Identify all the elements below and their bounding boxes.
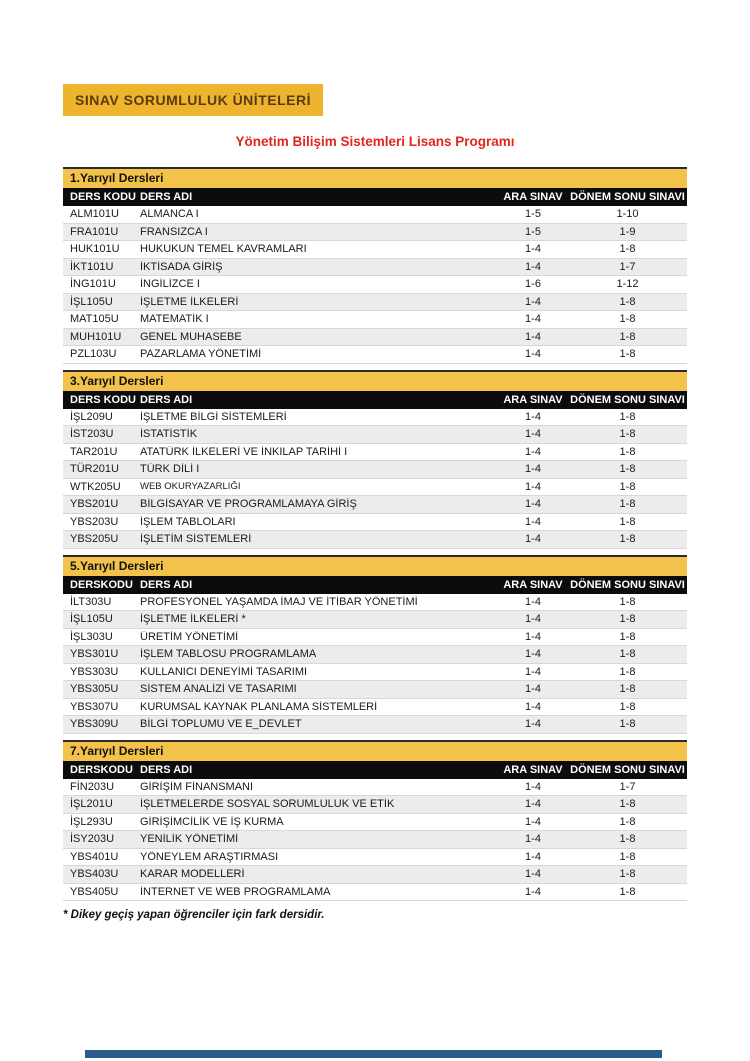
course-name-column-header: DERS ADI bbox=[140, 393, 193, 406]
course-name-cell: YÖNEYLEM ARAŞTIRMASI bbox=[140, 850, 279, 863]
course-code-cell: ALM101U bbox=[70, 208, 119, 221]
course-code-cell: İST203U bbox=[70, 428, 114, 441]
donem-sonu-cell: 1-12 bbox=[616, 278, 639, 291]
ara-sinav-column-header: ARA SINAV bbox=[503, 578, 563, 591]
donem-sonu-cell: 1-8 bbox=[619, 630, 636, 643]
donem-sonu-column-header: DÖNEM SONU SINAVI bbox=[570, 393, 685, 406]
donem-sonu-cell: 1-8 bbox=[619, 718, 636, 731]
semester-table-section bbox=[63, 740, 687, 902]
course-code-cell: İŞL209U bbox=[70, 410, 113, 423]
course-name-cell: FRANSIZCA I bbox=[140, 225, 208, 238]
course-code-column-header: DERS KODU bbox=[70, 393, 137, 406]
semester-table-section bbox=[63, 555, 687, 734]
table-row bbox=[63, 814, 687, 832]
course-code-cell: HUK101U bbox=[70, 243, 120, 256]
course-code-cell: YBS201U bbox=[70, 498, 119, 511]
ara-sinav-cell: 1-4 bbox=[525, 348, 541, 361]
ara-sinav-cell: 1-4 bbox=[525, 243, 541, 256]
table-row bbox=[63, 259, 687, 277]
course-name-cell: ATATÜRK İLKELERİ VE İNKILAP TARİHİ I bbox=[140, 445, 348, 458]
course-code-cell: MUH101U bbox=[70, 330, 122, 343]
course-code-cell: YBS403U bbox=[70, 868, 119, 881]
course-code-cell: İNG101U bbox=[70, 278, 116, 291]
table-row bbox=[63, 276, 687, 294]
table-row bbox=[63, 514, 687, 532]
ara-sinav-cell: 1-4 bbox=[525, 850, 541, 863]
course-name-cell: İŞLETME İLKELERİ * bbox=[140, 613, 246, 626]
donem-sonu-cell: 1-8 bbox=[619, 700, 636, 713]
course-code-cell: FİN203U bbox=[70, 780, 115, 793]
donem-sonu-cell: 1-8 bbox=[619, 295, 636, 308]
course-name-cell: BİLGİSAYAR VE PROGRAMLAMAYA GİRİŞ bbox=[140, 498, 357, 511]
donem-sonu-cell: 1-7 bbox=[619, 780, 636, 793]
course-code-cell: YBS205U bbox=[70, 533, 119, 546]
donem-sonu-cell: 1-8 bbox=[619, 595, 636, 608]
ara-sinav-cell: 1-4 bbox=[525, 700, 541, 713]
course-name-cell: İNTERNET VE WEB PROGRAMLAMA bbox=[140, 885, 331, 898]
table-row bbox=[63, 629, 687, 647]
course-code-cell: İSY203U bbox=[70, 833, 115, 846]
course-name-cell: İSTATİSTİK bbox=[140, 428, 198, 441]
ara-sinav-cell: 1-4 bbox=[525, 798, 541, 811]
donem-sonu-cell: 1-8 bbox=[619, 613, 636, 626]
course-name-cell: PROFESYONEL YAŞAMDA İMAJ VE İTİBAR YÖNETİMİ bbox=[140, 595, 418, 608]
course-name-cell: İNGİLİZCE I bbox=[140, 278, 200, 291]
course-code-cell: FRA101U bbox=[70, 225, 119, 238]
donem-sonu-cell: 1-8 bbox=[619, 410, 636, 423]
table-row bbox=[63, 496, 687, 514]
course-name-cell: GİRİŞİMCİLİK VE İŞ KURMA bbox=[140, 815, 284, 828]
course-code-column-header: DERSKODU bbox=[70, 578, 133, 591]
donem-sonu-column-header: DÖNEM SONU SINAVI bbox=[570, 763, 685, 776]
ara-sinav-cell: 1-4 bbox=[525, 445, 541, 458]
donem-sonu-cell: 1-8 bbox=[619, 850, 636, 863]
ara-sinav-cell: 1-4 bbox=[525, 885, 541, 898]
course-name-cell: ALMANCA I bbox=[140, 208, 199, 221]
ara-sinav-cell: 1-4 bbox=[525, 833, 541, 846]
section-title: 3.Yarıyıl Dersleri bbox=[63, 370, 687, 391]
course-name-cell: ÜRETİM YÖNETİMİ bbox=[140, 630, 239, 643]
donem-sonu-cell: 1-8 bbox=[619, 330, 636, 343]
semester-table-section bbox=[63, 370, 687, 549]
donem-sonu-column-header: DÖNEM SONU SINAVI bbox=[570, 578, 685, 591]
course-code-column-header: DERS KODU bbox=[70, 191, 137, 203]
table-row bbox=[63, 206, 687, 224]
course-code-cell: YBS405U bbox=[70, 885, 119, 898]
course-name-column-header: DERS ADI bbox=[140, 578, 193, 591]
table-header-row bbox=[63, 188, 687, 206]
ara-sinav-cell: 1-4 bbox=[525, 410, 541, 423]
semester-tables bbox=[63, 167, 687, 901]
course-code-cell: YBS401U bbox=[70, 850, 119, 863]
course-name-column-header: DERS ADI bbox=[140, 191, 193, 203]
course-code-cell: TAR201U bbox=[70, 445, 118, 458]
ara-sinav-cell: 1-4 bbox=[525, 498, 541, 511]
donem-sonu-cell: 1-8 bbox=[619, 313, 636, 326]
donem-sonu-cell: 1-8 bbox=[619, 445, 636, 458]
course-code-cell: YBS203U bbox=[70, 515, 119, 528]
table-row bbox=[63, 426, 687, 444]
table-row bbox=[63, 681, 687, 699]
course-code-cell: YBS305U bbox=[70, 683, 119, 696]
table-row bbox=[63, 409, 687, 427]
ara-sinav-cell: 1-4 bbox=[525, 533, 541, 546]
ara-sinav-cell: 1-4 bbox=[525, 648, 541, 661]
table-header-row bbox=[63, 391, 687, 409]
donem-sonu-cell: 1-8 bbox=[619, 665, 636, 678]
course-name-cell: GENEL MUHASEBE bbox=[140, 330, 242, 343]
course-name-cell: İŞLETİM SİSTEMLERİ bbox=[140, 533, 252, 546]
course-name-cell: KARAR MODELLERİ bbox=[140, 868, 245, 881]
donem-sonu-cell: 1-8 bbox=[619, 428, 636, 441]
donem-sonu-cell: 1-8 bbox=[619, 348, 636, 361]
course-name-cell: İŞLETME İLKELERİ bbox=[140, 295, 239, 308]
course-code-cell: MAT105U bbox=[70, 313, 119, 326]
ara-sinav-cell: 1-4 bbox=[525, 868, 541, 881]
ara-sinav-cell: 1-4 bbox=[525, 815, 541, 828]
ara-sinav-column-header: ARA SINAV bbox=[503, 763, 563, 776]
course-name-cell: İKTİSADA GİRİŞ bbox=[140, 260, 223, 273]
table-header-row bbox=[63, 576, 687, 594]
table-row bbox=[63, 884, 687, 902]
ara-sinav-cell: 1-4 bbox=[525, 665, 541, 678]
footnote: * Dikey geçiş yapan öğrenciler için fark dersidir. bbox=[63, 909, 325, 921]
donem-sonu-cell: 1-8 bbox=[619, 515, 636, 528]
donem-sonu-cell: 1-8 bbox=[619, 480, 636, 493]
course-code-cell: WTK205U bbox=[70, 480, 121, 493]
ara-sinav-cell: 1-4 bbox=[525, 613, 541, 626]
donem-sonu-cell: 1-8 bbox=[619, 648, 636, 661]
ara-sinav-column-header: ARA SINAV bbox=[503, 191, 563, 203]
section-title: 5.Yarıyıl Dersleri bbox=[63, 555, 687, 576]
donem-sonu-cell: 1-8 bbox=[619, 798, 636, 811]
course-name-cell: İŞLETME BİLGİ SİSTEMLERİ bbox=[140, 410, 287, 423]
program-title: Yönetim Bilişim Sistemleri Lisans Programı bbox=[235, 134, 515, 149]
ara-sinav-cell: 1-6 bbox=[525, 278, 541, 291]
ara-sinav-cell: 1-4 bbox=[525, 515, 541, 528]
semester-table-section bbox=[63, 167, 687, 364]
section-title: 1.Yarıyıl Dersleri bbox=[63, 167, 687, 188]
donem-sonu-cell: 1-8 bbox=[619, 885, 636, 898]
ara-sinav-cell: 1-5 bbox=[525, 208, 541, 221]
banner-title: SINAV SORUMLULUK ÜNİTELERİ bbox=[63, 84, 323, 116]
course-name-column-header: DERS ADI bbox=[140, 763, 193, 776]
course-code-cell: İŞL105U bbox=[70, 295, 113, 308]
ara-sinav-cell: 1-4 bbox=[525, 683, 541, 696]
course-code-column-header: DERSKODU bbox=[70, 763, 133, 776]
table-row bbox=[63, 294, 687, 312]
course-name-cell: YENİLİK YÖNETİMİ bbox=[140, 833, 239, 846]
course-name-cell: TÜRK DİLİ I bbox=[140, 463, 200, 476]
ara-sinav-cell: 1-4 bbox=[525, 780, 541, 793]
donem-sonu-cell: 1-10 bbox=[616, 208, 639, 221]
course-code-cell: İŞL293U bbox=[70, 815, 113, 828]
ara-sinav-cell: 1-4 bbox=[525, 295, 541, 308]
table-row bbox=[63, 716, 687, 734]
course-name-cell: BİLGİ TOPLUMU VE E_DEVLET bbox=[140, 718, 302, 731]
table-row bbox=[63, 646, 687, 664]
course-name-cell: WEB OKURYAZARLIĞI bbox=[140, 481, 241, 493]
donem-sonu-cell: 1-8 bbox=[619, 243, 636, 256]
table-row bbox=[63, 664, 687, 682]
donem-sonu-cell: 1-8 bbox=[619, 463, 636, 476]
table-row bbox=[63, 311, 687, 329]
course-code-cell: YBS307U bbox=[70, 700, 119, 713]
ara-sinav-cell: 1-4 bbox=[525, 595, 541, 608]
ara-sinav-cell: 1-4 bbox=[525, 463, 541, 476]
course-code-cell: YBS303U bbox=[70, 665, 119, 678]
donem-sonu-cell: 1-8 bbox=[619, 683, 636, 696]
course-name-cell: KULLANICI DENEYİMİ TASARIMI bbox=[140, 665, 308, 678]
ara-sinav-cell: 1-4 bbox=[525, 330, 541, 343]
course-code-cell: YBS309U bbox=[70, 718, 119, 731]
donem-sonu-cell: 1-7 bbox=[619, 260, 636, 273]
table-row bbox=[63, 796, 687, 814]
footer-blue-bar bbox=[85, 1050, 662, 1058]
document-content bbox=[63, 0, 687, 921]
course-name-cell: SİSTEM ANALİZİ VE TASARIMI bbox=[140, 683, 297, 696]
table-row bbox=[63, 594, 687, 612]
table-row bbox=[63, 461, 687, 479]
table-row bbox=[63, 224, 687, 242]
ara-sinav-cell: 1-4 bbox=[525, 480, 541, 493]
table-row bbox=[63, 329, 687, 347]
table-row bbox=[63, 241, 687, 259]
course-name-cell: İŞLETMELERDE SOSYAL SORUMLULUK VE ETİK bbox=[140, 798, 395, 811]
table-row bbox=[63, 444, 687, 462]
table-row bbox=[63, 866, 687, 884]
donem-sonu-cell: 1-8 bbox=[619, 498, 636, 511]
table-row bbox=[63, 479, 687, 497]
course-name-cell: GİRİŞİM FİNANSMANI bbox=[140, 780, 254, 793]
ara-sinav-cell: 1-4 bbox=[525, 313, 541, 326]
ara-sinav-column-header: ARA SINAV bbox=[503, 393, 563, 406]
course-name-cell: MATEMATİK I bbox=[140, 313, 209, 326]
table-row bbox=[63, 849, 687, 867]
course-code-cell: YBS301U bbox=[70, 648, 119, 661]
course-name-cell: İŞLEM TABLOLARI bbox=[140, 515, 236, 528]
table-row bbox=[63, 831, 687, 849]
ara-sinav-cell: 1-4 bbox=[525, 428, 541, 441]
course-code-cell: İKT101U bbox=[70, 260, 114, 273]
donem-sonu-cell: 1-8 bbox=[619, 533, 636, 546]
course-code-cell: TÜR201U bbox=[70, 463, 119, 476]
course-name-cell: HUKUKUN TEMEL KAVRAMLARI bbox=[140, 243, 307, 256]
course-name-cell: İŞLEM TABLOSU PROGRAMLAMA bbox=[140, 648, 317, 661]
course-name-cell: PAZARLAMA YÖNETİMİ bbox=[140, 348, 262, 361]
course-code-cell: PZL103U bbox=[70, 348, 117, 361]
donem-sonu-cell: 1-8 bbox=[619, 868, 636, 881]
donem-sonu-cell: 1-8 bbox=[619, 833, 636, 846]
ara-sinav-cell: 1-5 bbox=[525, 225, 541, 238]
table-row bbox=[63, 779, 687, 797]
course-code-cell: İŞL303U bbox=[70, 630, 113, 643]
table-row bbox=[63, 346, 687, 364]
ara-sinav-cell: 1-4 bbox=[525, 260, 541, 273]
course-code-cell: İŞL201U bbox=[70, 798, 113, 811]
ara-sinav-cell: 1-4 bbox=[525, 630, 541, 643]
donem-sonu-cell: 1-8 bbox=[619, 815, 636, 828]
section-title: 7.Yarıyıl Dersleri bbox=[63, 740, 687, 761]
table-row bbox=[63, 611, 687, 629]
course-code-cell: İŞL105U bbox=[70, 613, 113, 626]
course-name-cell: KURUMSAL KAYNAK PLANLAMA SİSTEMLERİ bbox=[140, 700, 378, 713]
donem-sonu-column-header: DÖNEM SONU SINAVI bbox=[570, 191, 685, 203]
table-row bbox=[63, 531, 687, 549]
course-code-cell: İLT303U bbox=[70, 595, 112, 608]
donem-sonu-cell: 1-9 bbox=[619, 225, 636, 238]
ara-sinav-cell: 1-4 bbox=[525, 718, 541, 731]
table-row bbox=[63, 699, 687, 717]
table-header-row bbox=[63, 761, 687, 779]
